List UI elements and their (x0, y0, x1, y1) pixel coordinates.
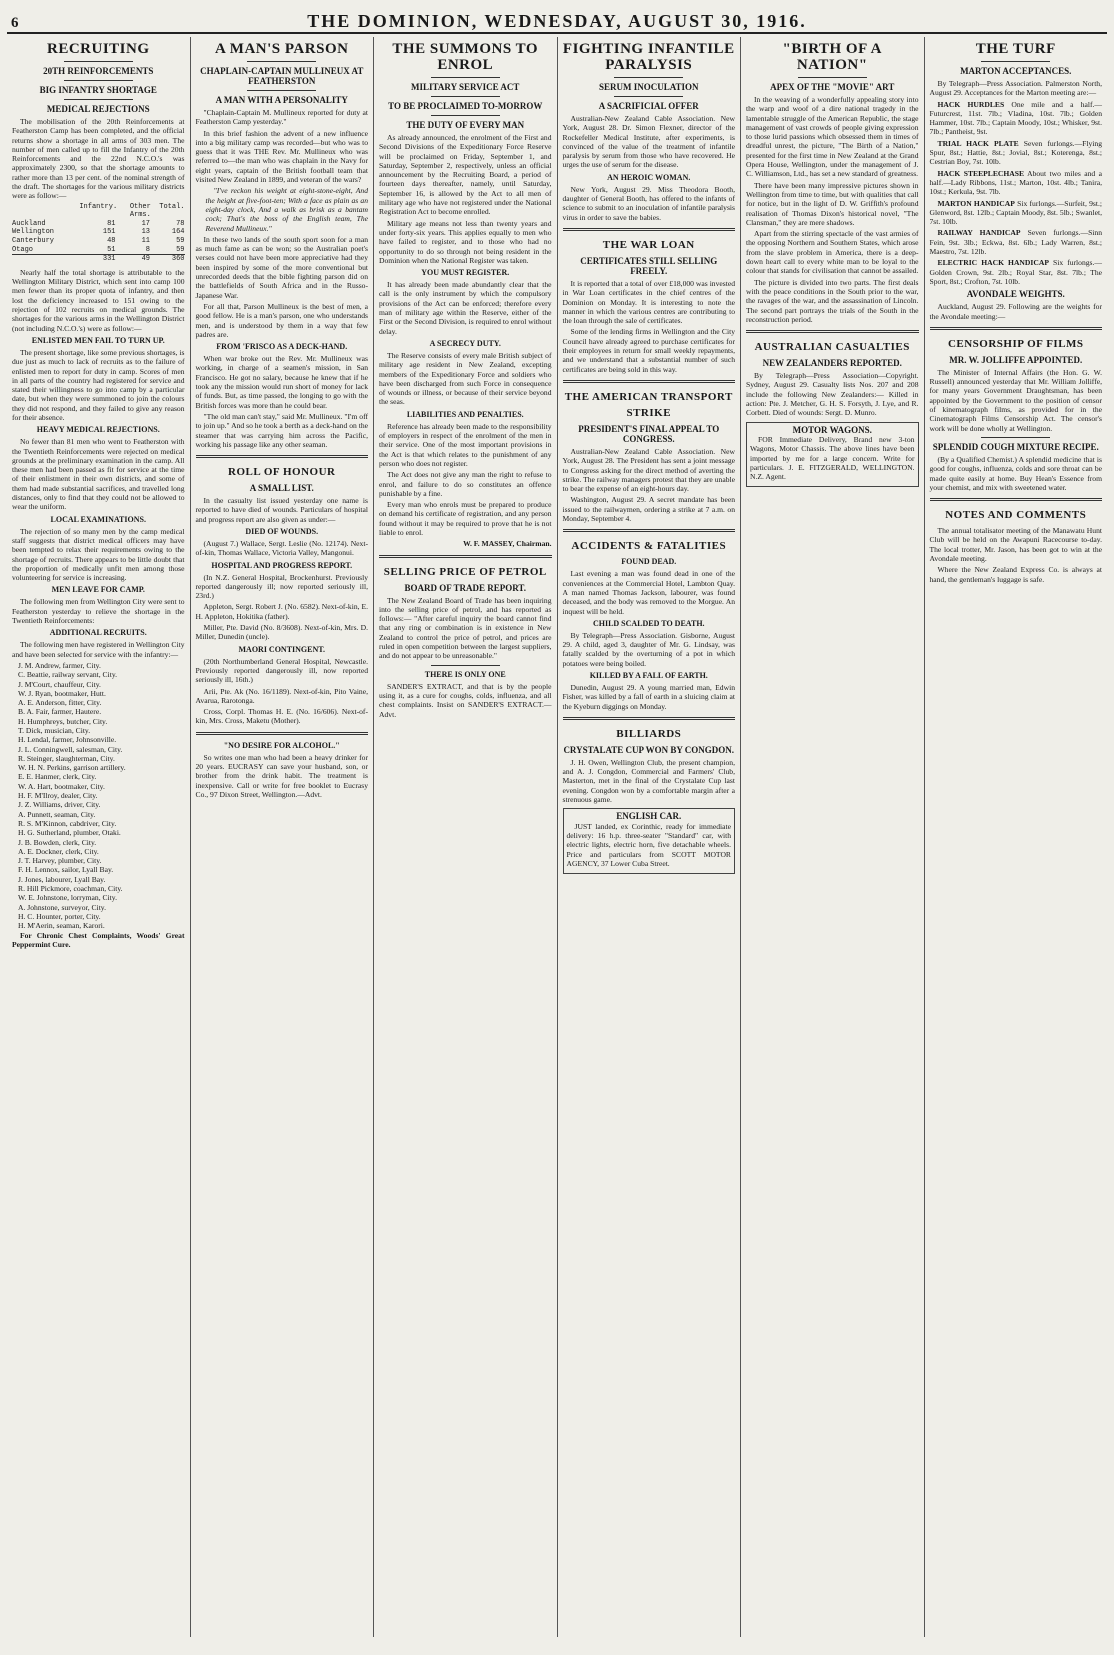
list-item: C. Beattie, railway servant, City. (18, 670, 118, 680)
subheading: SERUM INOCULATION (598, 82, 699, 92)
article-paragraph: The picture is divided into two parts. The first deals with the peace conditions in the South prior to the war, the ravages of the war, and the assassination of Lincoln. The second part portrays the trials of the South in the reconstruction period. (746, 277, 919, 324)
divider (196, 455, 369, 458)
article-paragraph: Every man who enrols must be prepared to produce on demand his certificate of registration, and any person found without it may be required to prove that he is not liable to enrol. (379, 500, 552, 537)
article-paragraph: It is reported that a total of over £18,000 was invested in War Loan certificates in the chief centres of the Dominion on Monday. It is interesting to note the manner in which the various centres are contributing to the loan through the sale of certificates. (562, 278, 735, 326)
subheading: A MAN WITH A PERSONALITY (215, 95, 348, 105)
race-entry: ELECTRIC HACK HANDICAP Six furlongs.—Golden Crown, 9st. 2lb.; Royal Star, 8st. 7lb.; The Sport, 8st.; Crofton, 7st. 10lb. (929, 258, 1102, 286)
advertisement: So writes one man who had been a heavy drinker for 20 years. EUCRASY can save your husband, son, or brother from the drink habit. The treatment is inexpensive. Call or write for free booklet to Eucrasy Co., 97 Dixon Street, Wellington.—Advt. (195, 752, 368, 799)
article-paragraph: Auckland, August 29. Following are the weights for the Avondale meeting:— (929, 302, 1102, 321)
list-item: H. M'Aerin, seaman, Karori. (18, 921, 105, 931)
table-row: Auckland 81 17 78 (12, 219, 185, 228)
section-subhead: THERE IS ONLY ONE (424, 669, 506, 679)
race-entry: RAILWAY HANDICAP Seven furlongs.—Sinn Fein, 9st. 3lb.; Eckwa, 8st. 6lb.; Lady Warren, 8st.; Maestro, 7st. 12lb. (929, 228, 1102, 257)
article-paragraph: Some of the lending firms in Wellington and the City Council have already agreed to purchase certificates for their employees in return for small weekly repayments, and we understand that a substantial number of such certificates are being sold in this way. (562, 327, 735, 374)
headline-turf: THE TURF (975, 41, 1056, 57)
divider (930, 498, 1103, 501)
list-item: F. H. Lennox, sailor, Lyall Bay. (18, 865, 114, 875)
section-subhead: CHILD SCALDED TO DEATH. (592, 618, 705, 628)
section-subhead: LOCAL EXAMINATIONS. (50, 514, 146, 524)
newspaper-title: THE DOMINION, WEDNESDAY, AUGUST 30, 1916. (307, 11, 807, 31)
subheading: CRYSTALATE CUP WON BY CONGDON. (563, 744, 735, 755)
headline-casualties: AUSTRALIAN CASUALTIES (754, 341, 910, 354)
article-paragraph: The Minister of Internal Affairs (the Hon. G. W. Russell) announced yesterday that Mr. William Jolliffe, for many years Government Draughtsman, has been appointed by the Government to the position of censor of kinematograph films, as provided for in the Cinematograph Films Censorship Act. The censor's work will be done wholly at Wellington. (929, 367, 1102, 433)
subheading: AVONDALE WEIGHTS. (966, 289, 1065, 300)
divider (64, 61, 133, 62)
article-paragraph: Australian-New Zealand Cable Association. New York, August 28. Dr. Simon Flexner, director of the Rockefeller Medical Institute, after experiments, is convinced of the value of the treatment of infantile paralysis by serum from those who have recovered. He urges the use of serum for the disease. (562, 114, 735, 170)
article-paragraph: The annual totalisator meeting of the Manawatu Hunt Club will be held on the Awapuni Racecourse to-day. The local trotter, Mr. Jason, has been got to win at the Avondale meeting. (929, 526, 1102, 563)
article-paragraph: The present shortage, like some previous shortages, is due just as much to lack of recruits as to the failure of enlisted men to report for duty in camp. Scores of men in all parts of the country had registered for service and stated their willingness to go into camp by a particular date, but when they were summoned to join the colours they did not respond, and they failed to give any reason for their absence. (12, 347, 185, 422)
divider (981, 61, 1050, 62)
article-paragraph: The New Zealand Board of Trade has been inquiring into the selling price of petrol, and has reported as follows:— "After careful inquiry the board cannot find that any ring or combination is in existence in New Zealand to control the price of petrol, and prices are ruled in open competition between the largest suppliers, and do not appear to be unreasonable." (379, 595, 552, 661)
ad-text: FOR Immediate Delivery, Brand new 3-ton Wagons, Motor Chassis. The above lines have been imported by me for a large concern. Write for particulars. J. E. FITZGERALD, WELLINGTON. N.Z. Agent. (750, 434, 915, 482)
subheading: APEX OF THE "MOVIE" ART (770, 82, 895, 92)
list-item: H. C. Hounter, porter, City. (18, 911, 101, 921)
list-item: W. J. Ryan, bootmaker, Hutt. (18, 688, 106, 698)
headline-summons: THE SUMMONS TO ENROL (392, 41, 539, 73)
section-subhead: ENLISTED MEN FAIL TO TURN UP. (31, 335, 165, 345)
article-paragraph: Where the New Zealand Express Co. is always at hand, the gentleman's luggage is safe. (929, 565, 1102, 584)
article-paragraph: "Chaplain-Captain M. Mullineux reported for duty at Featherston Camp yesterday." (195, 108, 368, 127)
section-subhead: DIED OF WOUNDS. (245, 526, 319, 536)
divider (431, 96, 500, 97)
divider (981, 437, 1050, 438)
headline-billiards: BILLIARDS (616, 727, 682, 740)
article-paragraph: By Telegraph—Press Association. Palmerston North, August 29. Acceptances for the Marton meeting are:— (929, 79, 1102, 98)
section-subhead: FROM 'FRISCO AS A DECK-HAND. (216, 342, 348, 352)
masthead (7, 8, 1107, 34)
list-item: E. E. Hanmer, clerk, City. (18, 772, 97, 782)
subheading: BOARD OF TRADE REPORT. (404, 582, 527, 593)
section-subhead: A SECRECY DUTY. (429, 338, 501, 348)
section-subhead: MAORI CONTINGENT. (238, 644, 326, 654)
article-paragraph: Australian-New Zealand Cable Association. New York, August 28. The President has sent a joint message to Congress asking for the direct method of averting the strike. The railway managers protest that they are unable to bear the expense of an eight-hours day. (562, 446, 735, 494)
article-paragraph: There have been many impressive pictures shown in Wellington from time to time, but with qualities that call for notice, but in the light of D. W. Griffith's profound realisation of Thomas Dixon's historical novel, "The Clansman," they are mere shadows. (746, 180, 919, 227)
subheading: MEDICAL REJECTIONS (46, 104, 150, 114)
list-item: W. A. Hart, bootmaker, City. (18, 781, 105, 791)
column-mans-parson (191, 37, 375, 1637)
article-paragraph: The rejection of so many men by the camp medical staff suggests that district medical officers may have been tempted to relax their requirements owing to the shortage of recruits. There appears to be little doubt that the proportion of medically unfit men among those volunteering for service is increasing. (12, 526, 185, 583)
table-row: Wellington 151 13 164 (12, 228, 185, 237)
casualty-entry: Arii, Pte. Ak (No. 16/1189). Next-of-kin, Pito Vaine, Avarua, Rarotonga. (195, 686, 368, 705)
headline-notes: NOTES AND COMMENTS (945, 509, 1087, 522)
headline-roll-of-honour: ROLL OF HONOUR (228, 466, 336, 479)
divider (247, 90, 316, 91)
article-paragraph: Washington, August 29. A secret mandate has been issued to the railwaymen, ordering a strike at 7 a.m. on Monday, September 4. (562, 495, 735, 524)
casualty-entry: (20th Northumberland General Hospital, Newcastle. Previously reported dangerously ill, now reported seriously ill, 16th.) (195, 656, 368, 685)
ad-title: MOTOR WAGONS. (792, 424, 872, 435)
section-subhead: YOU MUST REGISTER. (421, 268, 510, 278)
article-paragraph: The Reserve consists of every male British subject of military age resident in New Zealand, excepting members of the Expeditionary Force and soldiers who have been discharged from such Force in consequence of wounds or illness, or because of their service beyond the seas. (379, 350, 552, 407)
divider (563, 717, 736, 720)
column-paralysis (558, 37, 742, 1637)
casualty-entry: Appleton, Sergt. Robert J. (No. 6582). Next-of-kin, E. H. Appleton, Hokitika (father). (195, 602, 368, 621)
column-turf (925, 37, 1108, 1637)
recruit-list (12, 661, 185, 931)
article-paragraph: The following men have registered in Wellington City and have been selected for service with the infantry:— (12, 640, 185, 659)
list-item: J. Jones, labourer, Lyall Bay. (18, 874, 106, 884)
divider (247, 61, 316, 62)
table-header: Infantry. Other Arms. Total. (79, 202, 185, 220)
list-item: B. A. Fair, farmer, Hautere. (18, 707, 102, 717)
article-paragraph: When war broke out the Rev. Mr. Mullineux was working, in charge of a seamen's mission, in San Francisco. He got no salary, because he knew that if he took any the mission would run short of money for lack of funds. But, as time passed, the longing to go with the British forces was more than he could bear. (195, 354, 368, 410)
article-paragraph: By Telegraph—Press Association—Copyright. Sydney, August 29. Casualty lists Nos. 207 and 208 include the following New Zealanders:— Killed in action: Pte. J. Metcher, G. H. S. Forsyth, J. Lye, and R. Corbett. Died of wounds: Sergt. D. Munro. (746, 371, 919, 418)
list-item: J. B. Bowden, clerk, City. (18, 837, 97, 847)
list-item: J. T. Harvey, plumber, City. (18, 856, 102, 866)
article-paragraph: J. H. Owen, Wellington Club, the present champion, and A. J. Congdon, Commercial and Farmers' Club, Masterton, met in the final of the Crystalate Cup last evening. Congdon won by a comfortable margin after a strenuous game. (562, 757, 735, 805)
divider (431, 77, 500, 78)
subheading: CHAPLAIN-CAPTAIN MULLINEUX AT FEATHERSTON (200, 66, 364, 86)
subheading: 20TH REINFORCEMENTS (43, 66, 154, 76)
article-paragraph: Military age means not less than twenty years and under forty-six years. This applies equally to men who have failed to register, and to those who had no opportunity to do so through not being resident in the Dominion when the National Register was taken. (379, 218, 552, 265)
divider (64, 80, 133, 81)
advertisement: (By a Qualified Chemist.) A splendid medicine that is good for coughs, influenza, colds and sore throat can be made quite easily at home. Buy Hean's Essence from your chemist, and mix with sweetened water. (929, 454, 1102, 492)
list-item: R. S. M'Kinnon, cabdriver, City. (18, 818, 117, 828)
headline-strike: THE AMERICAN TRANSPORT STRIKE (564, 390, 733, 419)
headline-recruiting: RECRUITING (46, 41, 150, 57)
race-entry: TRIAL HACK PLATE Seven furlongs.—Flying Spur, 8st.; Hattie, 8st.; Jovial, 8st.; Koterenga, 8st.; Cestrian Boy, 7st. 10lb. (929, 138, 1102, 167)
article-paragraph: New York, August 29. Miss Theodora Booth, daughter of General Booth, has offered to the infants of science to submit to an inoculation of infantile paralysis virus in order to save the babies. (562, 184, 735, 222)
list-item: J. Z. Williams, driver, City. (18, 800, 101, 810)
divider (614, 77, 683, 78)
shortage-table (12, 203, 185, 264)
signature: W. F. MASSEY, Chairman. (463, 539, 552, 549)
headline-war-loan: THE WAR LOAN (602, 238, 695, 251)
article-paragraph: In these two lands of the south sport soon for a man as much fame as can be won; so the Australian poet's verses could not have been more appreciative had they been inspired by some of the more conventional but unrecorded deeds that the bible fighting parson did on the battlefields of South Africa and in the Russo-Japanese War. (195, 234, 368, 300)
list-item: H. Lendal, farmer, Johnsonville. (18, 735, 117, 745)
subheading: TO BE PROCLAIMED TO-MORROW (388, 101, 543, 111)
race-entry: HACK HURDLES One mile and a half.—Futurcrest, 11st. 7lb.; Vladina, 10st. 7lb.; Golden Hammer, 10st. 7lb.; Captain Moody, 10st.; Whisker, 9st. 7lb.; Pantheist, 9st. (929, 99, 1102, 137)
race-entry: MARTON HANDICAP Six furlongs.—Surfeit, 9st.; Glenword, 8st. 12lb.; Captain Moody, 8st. 5lb.; Swanlet, 7st. 10lb. (929, 198, 1102, 227)
divider (798, 77, 867, 78)
casualty-entry: (August 7.) Wallace, Sergt. Leslie (No. 12174). Next-of-kin, Thomas Wallace, Victoria Valley, Mangonui. (195, 538, 368, 558)
advertisement-motor-wagons (746, 422, 919, 488)
subheading: BIG INFANTRY SHORTAGE (39, 85, 157, 95)
subheading: THE DUTY OF EVERY MAN (406, 120, 525, 130)
subheading: CERTIFICATES STILL SELLING FREELY. (580, 255, 718, 276)
article-paragraph: No fewer than 81 men who went to Featherston with the Twentieth Reinforcements were rejected on medical grounds at the preliminary examination in the camp. All these men had been passed as fit for service at the time of their enlistment in their own districts, and some of them had made substantial sacrifices, and travelled long distances, only to find that they could not be allowed to wear the uniform. (12, 437, 185, 512)
list-item: R. Hill Pickmore, coachman, City. (18, 884, 123, 894)
article-paragraph: "The old man can't stay," said Mr. Mullineux. "I'm off to join up." And so he took a berth as a deck-hand on the steamer that was carrying him across the Pacific, working his passage like any other seaman. (195, 411, 368, 449)
section-subhead: ADDITIONAL RECRUITS. (49, 628, 147, 638)
table-row: Canterbury 48 11 59 (12, 237, 185, 246)
ad-text: JUST landed, ex Corinthic, ready for immediate delivery: 16 h.p. three-seater "Standard" car, with electric lights, electric horn, five detachable wheels. Price and particulars from SCOTT MOTOR AGENCY, 37 Lower Cuba Street. (566, 821, 731, 868)
article-paragraph: Reference has already been made to the responsibility of employers in respect of the enrolment of the men in their service. One of the most important provisions in the Act is that which relates to the punishment of any person who does not register. (379, 421, 552, 468)
race-entry: HACK STEEPLECHASE About two miles and a half.—Lady Ribbons, 11st.; Marton, 10st. 4lb.; Tanira, 10st.; Kerkula, 9st. 7lb. (929, 168, 1102, 197)
newspaper-page (7, 8, 1107, 1639)
list-item: H. F. M'Ilroy, dealer, City. (18, 791, 98, 801)
article-paragraph: Dunedin, August 29. A young married man, Edwin Fisher, was killed by a fall of earth in a sluicing claim at the Kyeburn diggings on Monday. (562, 682, 735, 711)
divider (930, 327, 1103, 330)
headline-mans-parson: A MAN'S PARSON (215, 41, 349, 57)
article-paragraph: As already announced, the enrolment of the First and Second Divisions of the Expeditionary Force Reserve will be proclaimed on Friday, September 1, and Saturday, September 2, respectively, unless an official announcement by the Recruiting Board, a period of fourteen days thereafter, namely, until Saturday, September 16, is allowed by the Act to all men of military age who have not registered under the National Registration Act to become enrolled. (379, 133, 552, 217)
section-subhead: AN HEROIC WOMAN. (607, 172, 691, 182)
list-item: A. E. Dockner, clerk, City. (18, 846, 99, 856)
list-item: R. Steinger, slaughterman, City. (18, 753, 115, 763)
article-paragraph: Apart from the stirring spectacle of the vast armies of the opposing Northern and Southern States, which arose from the slave problem in America, there is a deep-down heart call to every white man to be loyal to the colour that stands for civilisation that cannot be assailed. (746, 229, 919, 276)
section-subhead: KILLED BY A FALL OF EARTH. (589, 670, 708, 680)
headline-accidents: ACCIDENTS & FATALITIES (571, 540, 727, 553)
column-recruiting (7, 37, 191, 1637)
list-item: J. M. Andrew, farmer, City. (18, 660, 101, 670)
subheading: A SMALL LIST. (249, 483, 314, 494)
divider (64, 99, 133, 100)
casualty-entry: Cross, Corpl. Thomas H. E. (No. 16/606). Next-of-kin, Mrs. Cross, Maketu (Mother). (195, 707, 368, 726)
page-number: 6 (11, 15, 19, 31)
advertisement: SANDER'S EXTRACT, and that is by the people using it, as a cure for coughs, colds, influenza, and all chest complaints. Insist on SANDER'S EXTRACT.—Advt. (379, 681, 552, 719)
article-paragraph: Last evening a man was found dead in one of the conveniences at the Commercial Hotel, Lambton Quay. A man named Thomas Jackson, labourer, was found deceased, and the body was removed to the Morgue. An inquest will be held. (562, 569, 735, 616)
list-item: W. H. N. Perkins, garrison artillery. (18, 763, 126, 773)
advertisement: For Chronic Chest Complaints, Woods' Great Peppermint Cure. (12, 930, 185, 949)
article-paragraph: The following men from Wellington City were sent to Featherston yesterday to relieve the shortage in the Twentieth Reinforcements: (12, 597, 185, 626)
subheading: MILITARY SERVICE ACT (411, 82, 520, 92)
article-paragraph: In this brief fashion the advent of a new influence into a big military camp was recorded—but who was to guess that it was THE Rev. Mr. Mullineux who was referred to—the man who was chaplain in the Navy for eight years, captain of the British football team that visited New Zealand in 1899, and veteran of the wars? (195, 128, 368, 185)
divider (746, 330, 919, 333)
section-subhead: "NO DESIRE FOR ALCOHOL." (223, 740, 340, 750)
section-subhead: HEAVY MEDICAL REJECTIONS. (36, 425, 160, 435)
article-paragraph: Nearly half the total shortage is attributable to the Wellington Military District, which sent into camp 100 men fewer than its proper quota of infantry, and then lost the deficiency increased to 151 owing to the rejection of 102 recruits on medical grounds. The shortages for the various arms in the Wellington District (not including N.C.O.'s) were as follow:— (12, 267, 185, 333)
list-item: H. G. Sutherland, plumber, Otaki. (18, 828, 121, 838)
subheading: MR. W. JOLLIFFE APPOINTED. (949, 354, 1083, 365)
section-subhead: FOUND DEAD. (621, 557, 677, 567)
divider (614, 96, 683, 97)
advertisement-english-car (563, 808, 736, 874)
subheading: NEW ZEALANDERS REPORTED. (762, 358, 902, 369)
article-paragraph: For all that, Parson Mullineux is the best of men, a good fellow. He is a man's parson, one who understands men, and is understood by them in a way that few padres are. (195, 301, 368, 339)
article-paragraph: It has already been made abundantly clear that the call is the only instrument by which the compulsory provisions of the Act can be enforced; therefore every man of military age within the Reserve, either of the First or the Second Division, is required to enrol without delay. (379, 280, 552, 336)
article-paragraph: The Act does not give any man the right to refuse to enrol, and failure to do so constitutes an offence punishable by a fine. (379, 470, 552, 498)
ad-title: ENGLISH CAR. (616, 811, 682, 822)
divider (563, 529, 736, 532)
list-item: H. Humphreys, butcher, City. (18, 716, 108, 726)
column-summons (374, 37, 558, 1637)
subheading: SPLENDID COUGH MIXTURE RECIPE. (932, 441, 1099, 452)
list-item: J. M'Court, chauffeur, City. (18, 679, 101, 689)
divider (196, 732, 369, 735)
divider (563, 228, 736, 231)
article-paragraph: In the weaving of a wonderfully appealing story into the warp and woof of a dire national tragedy in the lamentable struggle of the American Republic, the stage management of vast crowds of people giving expression to those lurid passions which obsessed them in times of dreadful unrest, the picture, "The Birth of a Nation," presented for the first time in New Zealand at the Grand Opera House, Wellington, under the management of J. C. Williamson, Ltd., has set a new standard of greatness. (746, 95, 919, 179)
divider (563, 380, 736, 383)
subheading: MARTON ACCEPTANCES. (960, 66, 1072, 76)
divider (431, 115, 500, 116)
article-paragraph: The mobilisation of the 20th Reinforcements at Featherston Camp has been completed, and the official returns show a shortage in all arms of 303 men. The number of men called up to fill the Infantry of the 20th Reinforcements and the 22nd N.C.O.'s was approximately 2300, so that the shortage amounts to rather more than 13 per cent. of the nominal strength of the draft. The shortages for the various military districts were as follow:— (12, 117, 185, 201)
subheading: A SACRIFICIAL OFFER (598, 101, 699, 111)
verse: "I've reckon his weight at eight-stone-eight, And the height at five-foot-ten; With a face as plain as an eight-day clock, And a walk as brisk as a bantam cock; That's the boss of the English team, The Reverend Mullineux." (205, 186, 368, 233)
headline-petrol: SELLING PRICE OF PETROL (383, 565, 547, 578)
casualty-entry: Miller, Pte. David (No. 8/3608). Next-of-kin, Mrs. D. Miller, Dunedin (uncle). (195, 623, 368, 642)
list-item: A. E. Anderson, fitter, City. (18, 698, 102, 708)
casualty-entry: (In N.Z. General Hospital, Brockenhurst. Previously reported dangerously ill; now reported seriously ill, 23rd.) (195, 572, 368, 601)
section-subhead: HOSPITAL AND PROGRESS REPORT. (211, 560, 353, 570)
headline-paralysis: FIGHTING INFANTILE PARALYSIS (562, 41, 735, 73)
headline-birth-of-a-nation: "BIRTH OF A NATION" (782, 41, 882, 73)
list-item: T. Dick, musician, City. (18, 726, 91, 735)
table-row: Otago 51 8 59 (12, 245, 185, 254)
list-item: J. L. Conningwell, salesman, City. (18, 744, 123, 754)
list-item: W. E. Johnstone, lorryman, City. (18, 893, 117, 903)
divider (431, 665, 500, 666)
headline-censorship: CENSORSHIP OF FILMS (947, 337, 1084, 350)
list-item: A. Johnstone, surveyor, City. (18, 902, 107, 912)
section-subhead: LIABILITIES AND PENALTIES. (406, 409, 524, 419)
column-birth-of-a-nation (741, 37, 925, 1637)
section-subhead: MEN LEAVE FOR CAMP. (51, 585, 145, 595)
table-total: 331 49 360 (12, 254, 185, 264)
article-paragraph: In the casualty list issued yesterday one name is reported to have died of wounds. Particulars of hospital and progress report are also given as under:— (195, 496, 368, 524)
columns (7, 37, 1107, 1637)
list-item: A. Punnett, seaman, City. (18, 809, 96, 819)
divider (379, 555, 552, 558)
article-paragraph: By Telegraph—Press Association. Gisborne, August 29. A child, aged 3, daughter of Mr. G. Lindsay, was fatally scalded by the overturning of a pot in which potatoes were being boiled. (562, 630, 735, 668)
subheading: PRESIDENT'S FINAL APPEAL TO CONGRESS. (578, 423, 720, 444)
